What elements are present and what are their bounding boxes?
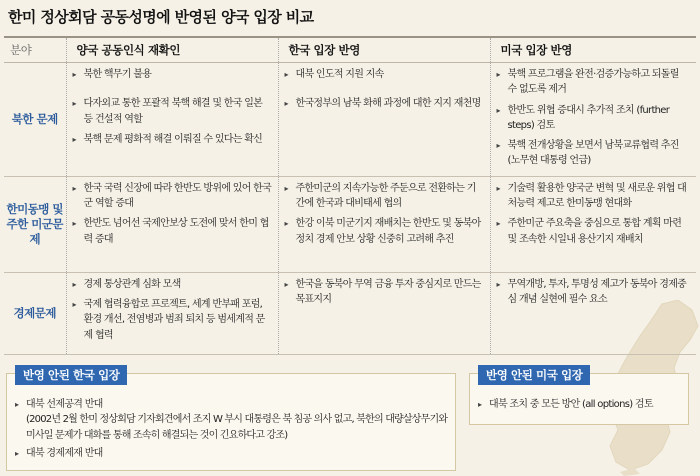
list-item: ▸ 한국정부의 남북 화해 과정에 대한 지지 재천명 (285, 96, 484, 111)
list-item: ▸ 북핵 프로그램을 완전·검증가능하고 되돌릴 수 없도록 제거 (497, 67, 691, 98)
korea-unreflected-box (6, 368, 456, 471)
table-row-economy (4, 272, 696, 354)
page-title: 한미 정상회담 공동성명에 반영된 양국 입장 비교 (8, 8, 314, 26)
row-category: 경제문제 (4, 272, 66, 354)
korea-item-1: 대북 선제공격 반대 (26, 399, 103, 410)
list-item: ▸ 국제 협력융합로 프로젝트, 세계 반부패 포럼, 환경 개선, 전염병과 범죄 퇴치 등 범세계적 문제 협력 (73, 297, 272, 343)
cell-korea (278, 272, 490, 354)
list-item: ▸ 대북 인도적 지원 지속 (285, 67, 484, 82)
list-item: ▸ 다자외교 통한 포괄적 북핵 해결 및 한국 일본 등 건설적 역할 (73, 96, 272, 127)
list-item: ▸ 주한미군 주요축을 중심으로 통합 계획 마련 및 조속한 시일내 용산기지 재배치 (497, 216, 691, 247)
header-korea: 한국 입장 반영 (278, 37, 490, 63)
list-item: ▸ 주한미군의 지속가능한 주둔으로 전환하는 기간에 한국과 대비태세 협의 (285, 181, 484, 212)
table-row-north-korea (4, 63, 696, 177)
list-item: ▸ 한국 국력 신장에 따라 한반도 방위에 있어 한국군 역할 증대 (73, 181, 272, 212)
list-item: ▸ 한반도 위협 증대시 추가적 조치 (further steps) 검토 (497, 103, 691, 134)
list-item: ▸ 한반도 넘어선 국제안보상 도전에 맞서 한미 협력 증대 (73, 216, 272, 247)
list-item: ▸ 무역개방, 투자, 투명성 제고가 동북아 경제중심 개념 실현에 필수 요소 (497, 277, 691, 308)
cell-korea (278, 63, 490, 177)
cell-us (490, 63, 696, 177)
us-unreflected-title: 반영 안된 미국 입장 (478, 365, 590, 385)
row-category: 한미동맹 및 주한 미군문제 (4, 176, 66, 272)
list-item: ▸ 경제 통상관계 심화 모색 (73, 277, 272, 292)
cell-common (66, 176, 278, 272)
list-item: ▸ 북한 핵무기 불용 (73, 67, 272, 82)
list-item: ▸ 대북 경제제재 반대 (15, 446, 449, 461)
list-item: ▸ 북핵 전개상황을 보면서 남북교류협력 추진 (노무현 대통령 언급) (497, 138, 691, 169)
cell-us (490, 272, 696, 354)
list-item: ▸ 기술력 활용한 양국군 변혁 및 새로운 위협 대처능력 제고로 한미동맹 현대화 (497, 181, 691, 212)
cell-korea (278, 176, 490, 272)
row-category: 북한 문제 (4, 63, 66, 177)
korea-unreflected-title: 반영 안된 한국 입장 (15, 365, 127, 385)
header-us: 미국 입장 반영 (490, 37, 696, 63)
table-header-row (4, 37, 696, 63)
list-item: ▸ 대북 조치 중 모든 방안 (all options) 검토 (478, 397, 682, 412)
list-item (15, 397, 449, 443)
korea-item-note: (2002년 2월 한미 정상회담 기자회견에서 조지 W 부시 대통령은 북 침공 의사 없고, 북한의 대량살상무기와 미사일 문제가 대화를 통해 조속히 해결되는 것이 긴요하다고 강조) (26, 414, 448, 441)
header-common: 양국 공동인식 재확인 (66, 37, 278, 63)
list-item: ▸ 북핵 문제 평화적 해결 이뤄질 수 있다는 확신 (73, 132, 272, 147)
list-item: ▸ 한국을 동북아 무역 금융 투자 중심지로 만드는 목표지지 (285, 277, 484, 308)
table-row-alliance (4, 176, 696, 272)
list-item: ▸ 한강 이북 미군기지 재배치는 한반도 및 동북아 정치 경제 안보 상황 신중히 고려해 추진 (285, 216, 484, 247)
cell-us (490, 176, 696, 272)
cell-common (66, 272, 278, 354)
comparison-table (4, 36, 696, 355)
us-unreflected-box (469, 368, 689, 425)
header-category: 분야 (4, 37, 66, 63)
cell-common (66, 63, 278, 177)
